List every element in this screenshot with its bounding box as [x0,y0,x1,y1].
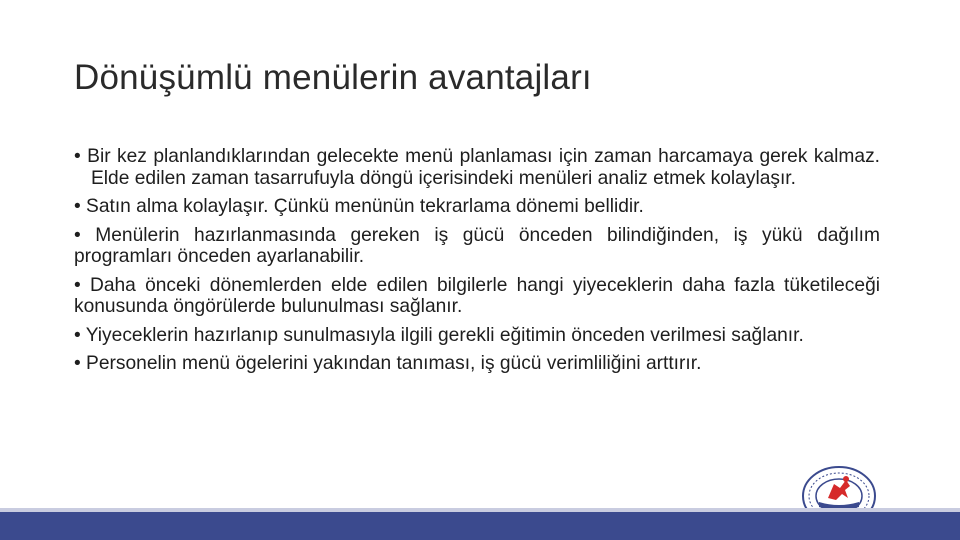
bullet-item: • Bir kez planlandıklarından gelecekte menü planlaması için zaman harcamaya gerek kalmaz. Elde edilen zaman tasarrufuyla döngü içerisindeki menüleri analiz etmek kolaylaşır. [74,146,880,189]
slide-title: Dönüşümlü menülerin avantajları [74,58,592,97]
footer-band [0,512,960,540]
bullet-list [74,146,880,382]
bullet-item: • Yiyeceklerin hazırlanıp sunulmasıyla ilgili gerekli eğitimin önceden verilmesi sağlanır. [74,324,804,346]
bullet-item: • Personelin menü ögelerini yakından tanıması, iş gücü verimliliğini arttırır. [74,353,702,374]
bullet-item: • Satın alma kolaylaşır. Çünkü menünün tekrarlama dönemi bellidir. [74,196,644,217]
bullet-item: • Daha önceki dönemlerden elde edilen bilgilerle hangi yiyeceklerin daha fazla tüketileceği konusunda öngörülerde bulunulması sağlanır. [74,274,880,317]
bullet-item: • Menülerin hazırlanmasında gereken iş gücü önceden bilindiğinden, iş yükü dağılım programları önceden ayarlanabilir. [74,224,880,267]
